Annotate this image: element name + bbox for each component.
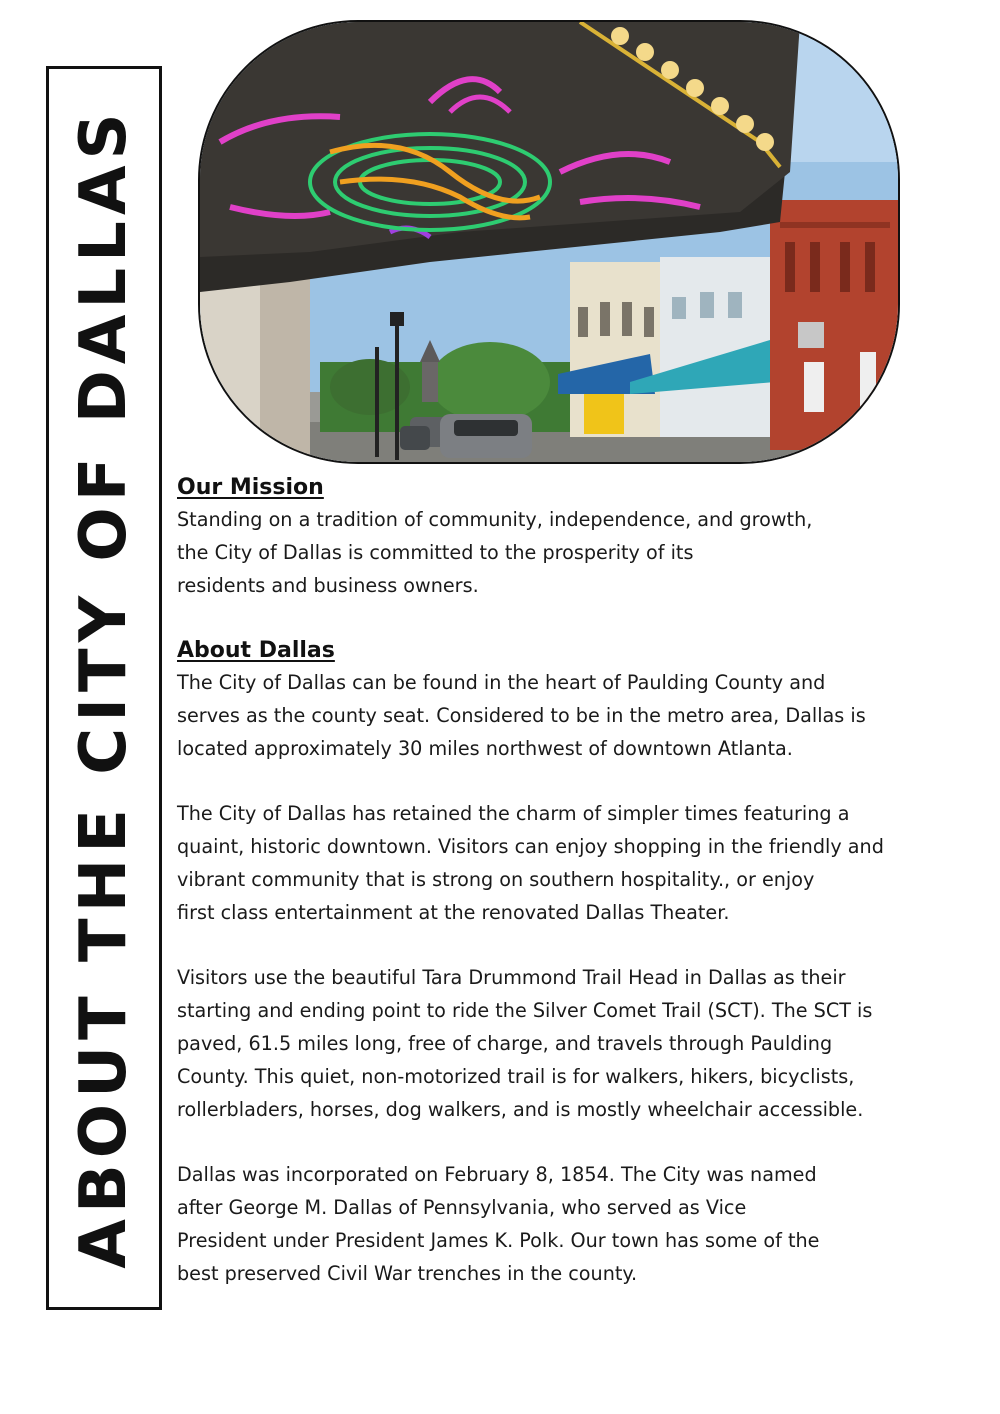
about-line: Dallas was incorporated on February 8, 1854. The City was named [177,1163,817,1187]
mission-line: the City of Dallas is committed to the prosperity of its [177,540,694,564]
theater-marquee-illustration [200,22,900,464]
about-line: The City of Dallas has retained the charm of simpler times featuring a [177,802,850,826]
about-line: serves as the county seat. Considered to be in the metro area, Dallas is [177,703,866,727]
about-paragraph [177,962,992,1126]
about-line: Visitors use the beautiful Tara Drummond Trail Head in Dallas as their [177,966,846,990]
side-title: ABOUT THE CITY OF DALLAS [67,107,141,1269]
about-line: after George M. Dallas of Pennsylvania, who served as Vice [177,1195,747,1219]
mission-paragraph [177,504,992,602]
about-line: located approximately 30 miles northwest of downtown Atlanta. [177,736,793,760]
about-line: President under President James K. Polk. Our town has some of the [177,1228,820,1252]
mission-line: residents and business owners. [177,573,479,597]
side-title-banner [46,66,162,1310]
about-line: best preserved Civil War trenches in the county. [177,1261,638,1285]
about-heading: About Dallas [177,638,335,664]
about-paragraph [177,667,992,765]
mission-heading: Our Mission [177,475,324,500]
about-line: first class entertainment at the renovated Dallas Theater. [177,900,730,924]
about-paragraph [177,798,992,929]
body-text [177,472,992,1290]
about-line: paved, 61.5 miles long, free of charge, and travels through Paulding [177,1031,833,1055]
about-paragraph [177,1159,992,1290]
about-line: rollerbladers, horses, dog walkers, and is mostly wheelchair accessible. [177,1097,864,1121]
mission-line: Standing on a tradition of community, independence, and growth, [177,508,813,531]
about-line: starting and ending point to ride the Silver Comet Trail (SCT). The SCT is [177,999,873,1023]
downtown-theater-photo [198,20,900,464]
about-line: County. This quiet, non-motorized trail is for walkers, hikers, bicyclists, [177,1064,855,1088]
about-line: vibrant community that is strong on southern hospitality., or enjoy [177,867,815,891]
about-line: The City of Dallas can be found in the heart of Paulding County and [177,671,826,695]
about-line: quaint, historic downtown. Visitors can enjoy shopping in the friendly and [177,835,884,859]
